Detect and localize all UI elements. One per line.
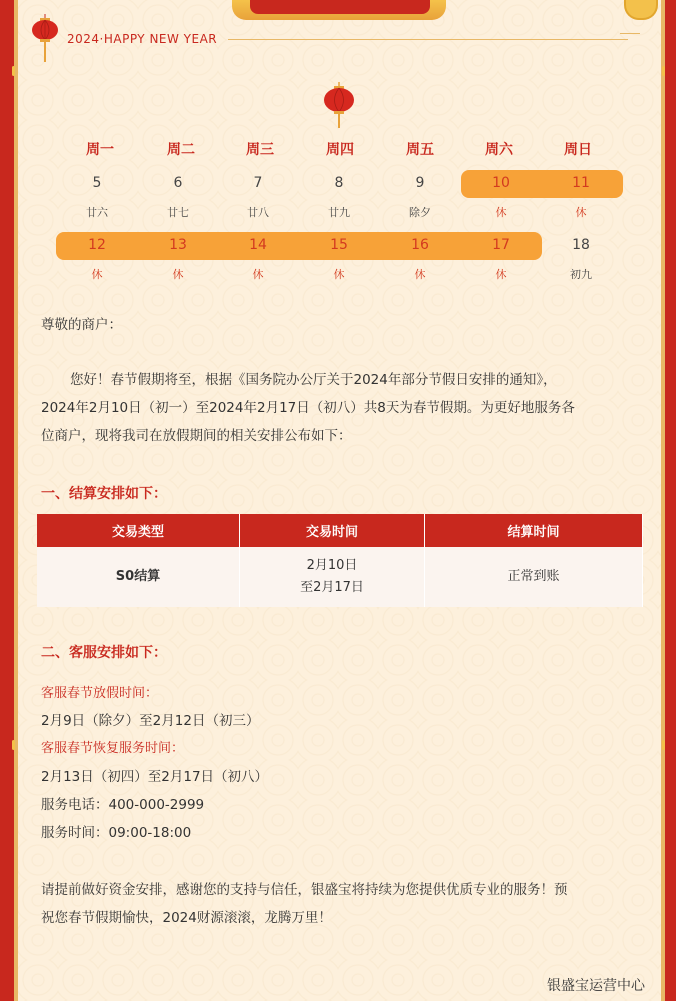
right-bead-bottom bbox=[662, 740, 665, 750]
calendar-day-holiday: 10 bbox=[492, 175, 510, 191]
left-bead-top bbox=[12, 66, 15, 76]
weekday-fri: 周五 bbox=[406, 142, 434, 158]
header-divider bbox=[228, 39, 628, 40]
calendar-day: 7 bbox=[253, 175, 263, 191]
calendar-day: 5 bbox=[92, 175, 102, 191]
table-header-row bbox=[37, 514, 643, 547]
settlement-table bbox=[37, 514, 643, 607]
right-bead-top bbox=[662, 66, 665, 76]
lantern-icon bbox=[31, 14, 59, 44]
header-divider-end bbox=[620, 33, 640, 34]
header-title: 2024·HAPPY NEW YEAR bbox=[67, 32, 218, 46]
lunar-date: 廿七 bbox=[167, 206, 189, 219]
trade-time-end: 至2月17日 bbox=[300, 580, 364, 595]
calendar-day: 8 bbox=[334, 175, 344, 191]
section-service-title: 二、客服安排如下： bbox=[41, 645, 167, 661]
holiday-mark: 休 bbox=[252, 268, 264, 281]
calendar-day-holiday: 12 bbox=[88, 237, 106, 253]
calendar-day-holiday: 11 bbox=[572, 175, 590, 191]
calendar-day: 9 bbox=[415, 175, 425, 191]
intro-line-3: 位商户，现将我司在放假期间的相关安排公布如下： bbox=[41, 428, 352, 444]
holiday-mark: 休 bbox=[414, 268, 426, 281]
weekday-sun: 周日 bbox=[564, 142, 592, 158]
holiday-value: 2月9日（除夕）至2月12日（初三） bbox=[41, 713, 260, 729]
left-bead-bottom bbox=[12, 740, 15, 750]
cell-settle-time: 正常到账 bbox=[425, 547, 643, 607]
table-row bbox=[37, 547, 643, 607]
holiday-label: 客服春节放假时间： bbox=[41, 686, 159, 701]
greeting: 尊敬的商户： bbox=[41, 317, 122, 333]
holiday-mark: 休 bbox=[172, 268, 184, 281]
resume-value: 2月13日（初四）至2月17日（初八） bbox=[41, 769, 269, 785]
intro-line-2: 2024年2月10日（初一）至2024年2月17日（初八）共8天为春节假期。为更好地服务各 bbox=[41, 400, 575, 416]
weekday-mon: 周一 bbox=[86, 142, 114, 158]
trade-time-start: 2月10日 bbox=[306, 558, 358, 573]
holiday-mark: 休 bbox=[495, 206, 507, 219]
holiday-highlight-week2 bbox=[56, 232, 542, 260]
closing-line-1: 请提前做好资金安排，感谢您的支持与信任，银盛宝将持续为您提供优质专业的服务！预 bbox=[41, 882, 568, 898]
lantern-tassel-icon bbox=[40, 42, 50, 62]
holiday-mark: 休 bbox=[575, 206, 587, 219]
weekday-thu: 周四 bbox=[326, 142, 354, 158]
service-hours: 服务时间：09:00-18:00 bbox=[41, 825, 192, 841]
column-header-settle-time: 结算时间 bbox=[425, 514, 643, 547]
column-header-trade-time: 交易时间 bbox=[240, 514, 425, 547]
signature: 银盛宝运营中心 bbox=[547, 978, 645, 994]
calendar-day-holiday: 15 bbox=[330, 237, 348, 253]
holiday-mark: 休 bbox=[333, 268, 345, 281]
weekday-wed: 周三 bbox=[246, 142, 274, 158]
calendar-day: 6 bbox=[173, 175, 183, 191]
scroll-decoration-inner bbox=[250, 0, 430, 14]
lunar-date: 初九 bbox=[570, 268, 592, 281]
service-phone: 服务电话：400-000-2999 bbox=[41, 797, 205, 813]
section-settlement-title: 一、结算安排如下： bbox=[41, 486, 167, 502]
lunar-date: 廿九 bbox=[328, 206, 350, 219]
weekday-tue: 周二 bbox=[167, 142, 195, 158]
right-frame-trim bbox=[661, 0, 665, 1001]
calendar-day-holiday: 17 bbox=[492, 237, 510, 253]
center-lantern-icon bbox=[323, 82, 355, 128]
calendar-day-holiday: 14 bbox=[249, 237, 267, 253]
left-frame bbox=[0, 0, 14, 1001]
calendar-day: 18 bbox=[572, 237, 590, 253]
intro-line-1: 您好！春节假期将至，根据《国务院办公厅关于2024年部分节假日安排的通知》， bbox=[70, 372, 557, 388]
closing-line-2: 祝您春节假期愉快，2024财源滚滚，龙腾万里！ bbox=[41, 910, 332, 926]
cell-trade-type: S0结算 bbox=[37, 547, 240, 607]
cell-trade-time bbox=[240, 547, 425, 607]
left-frame-trim bbox=[14, 0, 18, 1001]
lunar-date: 廿八 bbox=[247, 206, 269, 219]
holiday-mark: 休 bbox=[495, 268, 507, 281]
calendar-day-holiday: 16 bbox=[411, 237, 429, 253]
calendar-day-holiday: 13 bbox=[169, 237, 187, 253]
weekday-sat: 周六 bbox=[485, 142, 513, 158]
resume-label: 客服春节恢复服务时间： bbox=[41, 741, 185, 756]
lunar-date: 除夕 bbox=[409, 206, 431, 219]
column-header-trade-type: 交易类型 bbox=[37, 514, 240, 547]
lunar-date: 廿六 bbox=[86, 206, 108, 219]
holiday-mark: 休 bbox=[91, 268, 103, 281]
